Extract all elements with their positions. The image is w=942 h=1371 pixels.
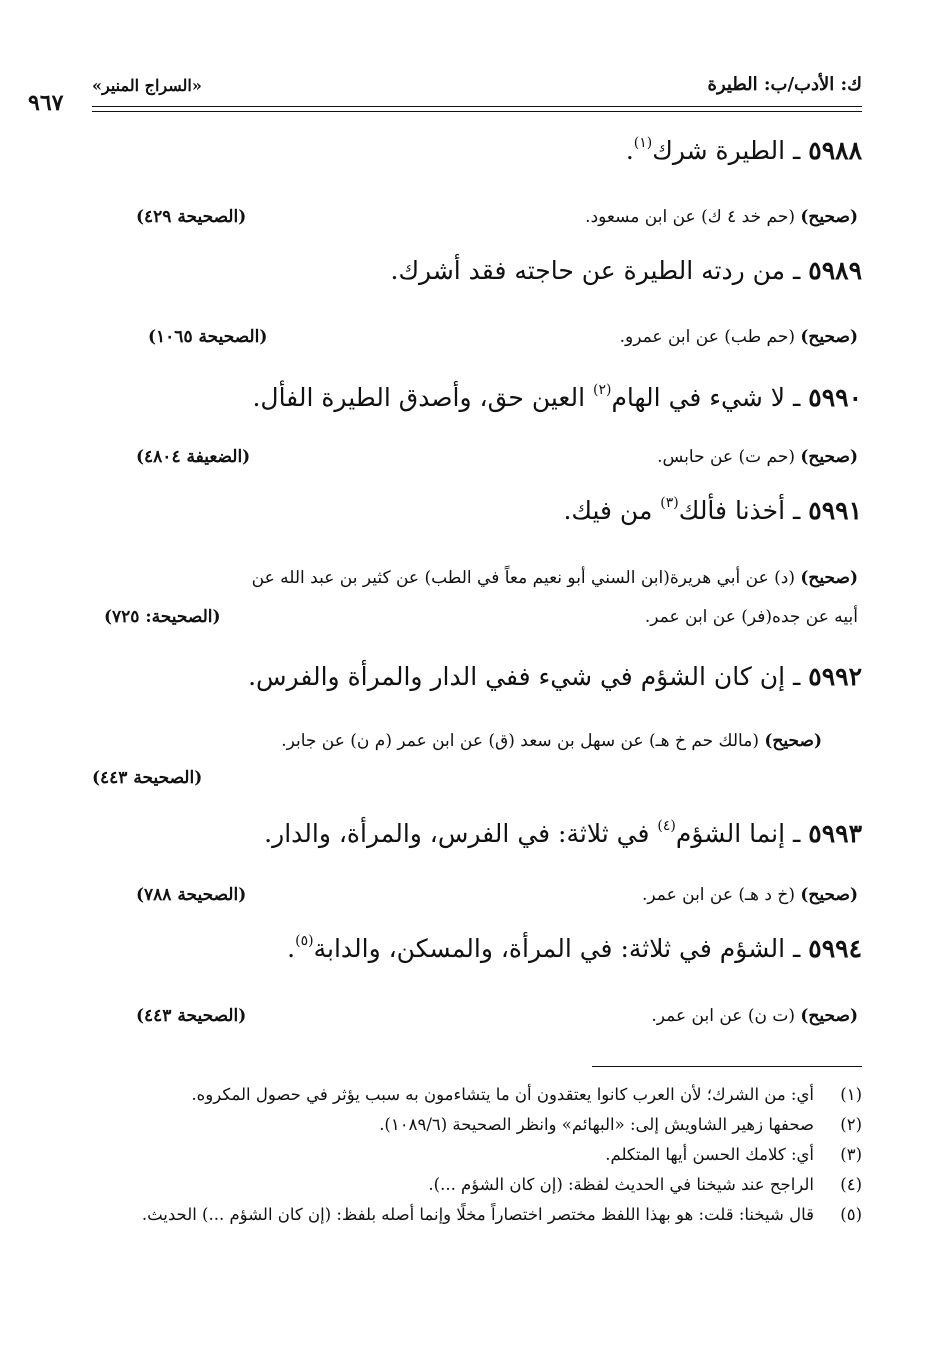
hadith-text	[84, 660, 862, 694]
hadith-body-end: من فيك.	[563, 496, 661, 525]
footnote	[84, 1110, 862, 1140]
footnote-text: قال شيخنا: قلت: هو بهذا اللفظ مختصر اختصاراً مخلًا وإنما أصله بلفظ: (إن كان الشؤم ...) الحديث.	[141, 1205, 814, 1224]
footnote-text: أي: كلامك الحسن أيها المتكلم.	[605, 1145, 814, 1164]
hadith-grade: (صحيح)	[800, 327, 858, 347]
hadith-grade-line	[84, 882, 858, 908]
hadith-number: ٥٩٩٢	[808, 662, 862, 691]
hadith-sources-continued: أبيه عن جده(فر) عن ابن عمر.	[644, 607, 858, 627]
hadith-body: ـ الطيرة شرك	[652, 136, 801, 165]
hadith-reference: (الصحيحة ١٠٦٥)	[148, 327, 268, 347]
footnote	[84, 1140, 862, 1170]
footnote-marker: (٣)	[840, 1145, 862, 1164]
footnote-ref: (٤)	[657, 818, 676, 834]
hadith-sources	[252, 565, 858, 591]
hadith-reference: (الصحيحة ٧٨٨)	[136, 885, 247, 905]
footnote-text: صحفها زهير الشاويش إلى: «البهائم» وانظر الصحيحة (١٠٨٩/٦).	[379, 1115, 814, 1134]
footnote	[84, 1200, 862, 1230]
page-number: ٩٦٧	[28, 90, 64, 116]
hadith-sources	[651, 1003, 858, 1029]
footnote-ref: (٥)	[295, 933, 314, 949]
hadith-number: ٥٩٨٩	[808, 256, 862, 285]
hadith-reference: (الصحيحة ٤٤٣)	[136, 1006, 247, 1026]
chapter-heading: ك: الأدب/ب: الطيرة	[707, 74, 862, 95]
hadith-text	[84, 817, 862, 851]
hadith-reference: (الصحيحة ٤٢٩)	[136, 207, 247, 227]
hadith-number: ٥٩٩٠	[808, 383, 862, 412]
hadith-number: ٥٩٩٣	[808, 819, 862, 848]
footnote-ref: (٢)	[592, 382, 612, 398]
hadith-body-end: .	[625, 136, 634, 165]
hadith-sources	[620, 324, 858, 350]
hadith-grade-line	[84, 565, 858, 591]
hadith-text	[84, 494, 862, 528]
hadith-reference: (الضعيفة ٤٨٠٤)	[136, 447, 251, 467]
hadith-sources-text: (حم خد ٤ ك) عن ابن مسعود.	[585, 207, 795, 227]
hadith-grade-line	[84, 1003, 858, 1029]
hadith-body-end: في ثلاثة: في الفرس، والمرأة، والدار.	[264, 819, 658, 848]
footnote-text: الراجح عند شيخنا في الحديث لفظة: (إن كان الشؤم ...).	[428, 1175, 814, 1194]
hadith-grade: (صحيح)	[800, 885, 858, 905]
hadith-body: ـ لا شيء في الهام	[611, 383, 801, 412]
hadith-sources-text: (خ د هـ) عن ابن عمر.	[641, 885, 795, 905]
hadith-number: ٥٩٩١	[808, 496, 862, 525]
hadith-grade: (صحيح)	[800, 1006, 858, 1026]
footnote-marker: (٥)	[840, 1205, 862, 1224]
hadith-body: ـ أخذنا فألك	[678, 496, 801, 525]
hadith-sources	[281, 728, 822, 754]
hadith-text	[84, 381, 862, 415]
hadith-grade-line-continued	[84, 604, 858, 630]
footnote-marker: (٢)	[840, 1115, 862, 1134]
hadith-sources-text: (حم طب) عن ابن عمرو.	[619, 327, 795, 347]
hadith-body: ـ إن كان الشؤم في شيء ففي الدار والمرأة والفرس.	[248, 662, 801, 691]
hadith-text	[84, 254, 862, 288]
hadith-reference: (الصحيحة ٤٤٣)	[92, 768, 203, 788]
hadith-body-end: العين حق، وأصدق الطيرة الفأل.	[252, 383, 593, 412]
hadith-text	[84, 134, 862, 168]
hadith-sources-text: (مالك حم خ هـ) عن سهل بن سعد (ق) عن ابن عمر (م ن) عن جابر.	[281, 731, 759, 751]
hadith-grade-line	[84, 324, 858, 350]
hadith-grade-line	[84, 444, 858, 470]
hadith-grade-line	[84, 728, 822, 754]
hadith-body-end: .	[287, 934, 296, 963]
footnote-rule	[592, 1066, 862, 1067]
hadith-body: ـ إنما الشؤم	[675, 819, 801, 848]
footnote	[84, 1080, 862, 1110]
hadith-sources-text: (د) عن أبي هريرة(ابن السني أبو نعيم معاً في الطب) عن كثير بن عبد الله عن	[251, 568, 795, 588]
footnote-marker: (٤)	[840, 1175, 862, 1194]
hadith-number: ٥٩٨٨	[808, 136, 862, 165]
hadith-sources-text: (حم ت) عن حابس.	[657, 447, 795, 467]
footnote-marker: (١)	[840, 1085, 862, 1104]
hadith-grade-line	[84, 204, 858, 230]
hadith-text	[84, 932, 862, 966]
hadith-grade: (صحيح)	[764, 731, 822, 751]
book-title: «السراج المنير»	[92, 76, 202, 95]
hadith-sources	[585, 204, 858, 230]
footnote-ref: (١)	[633, 135, 653, 151]
hadith-grade: (صحيح)	[800, 447, 858, 467]
header-rule	[92, 106, 862, 107]
footnote-text: أي: من الشرك؛ لأن العرب كانوا يعتقدون أن ما يتشاءمون به سبب يؤثر في حصول المكروه.	[191, 1085, 814, 1104]
hadith-body: ـ من ردته الطيرة عن حاجته فقد أشرك.	[390, 256, 801, 285]
footnote	[84, 1170, 862, 1200]
hadith-grade: (صحيح)	[800, 568, 858, 588]
hadith-sources	[642, 882, 858, 908]
hadith-sources	[657, 444, 858, 470]
footnotes	[84, 1080, 862, 1230]
hadith-grade: (صحيح)	[800, 207, 858, 227]
header-rule-secondary	[92, 111, 862, 112]
footnote-ref: (٣)	[660, 495, 679, 511]
hadith-number: ٥٩٩٤	[808, 934, 862, 963]
hadith-body: ـ الشؤم في ثلاثة: في المرأة، والمسكن، والدابة	[313, 934, 801, 963]
hadith-sources-text: (ت ن) عن ابن عمر.	[651, 1006, 795, 1026]
hadith-reference: (الصحيحة: ٧٢٥)	[104, 607, 221, 627]
